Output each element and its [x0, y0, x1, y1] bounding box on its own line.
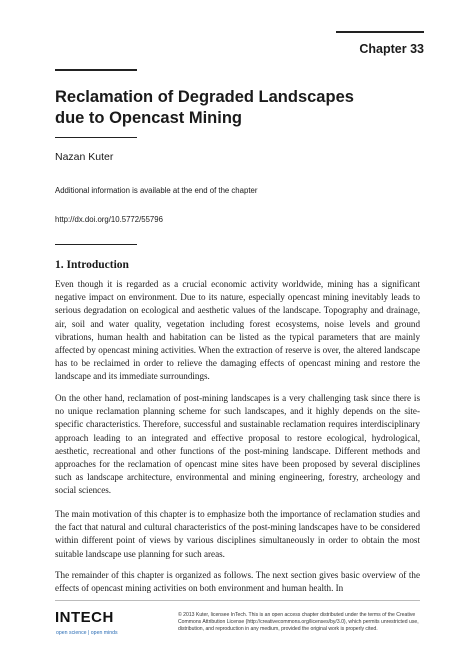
chapter-title — [55, 87, 435, 129]
license-notice — [178, 612, 423, 634]
section-heading: 1. Introduction — [55, 259, 129, 271]
additional-info: Additional information is available at the end of the chapter — [55, 186, 258, 195]
logo-tagline: open science | open minds — [56, 630, 118, 636]
title-rule-bottom — [55, 137, 137, 138]
footer-rule — [55, 600, 420, 601]
license-line: Commons Attribution License (http://creativecommons.org/licenses/by/3.0), which permits unrestricted use, — [178, 619, 419, 626]
header-rule — [336, 31, 424, 33]
doi-link[interactable]: http://dx.doi.org/10.5772/55796 — [55, 215, 163, 224]
intech-logo: INTECH — [55, 609, 114, 626]
meta-rule — [55, 244, 137, 245]
author-name: Nazan Kuter — [55, 151, 114, 163]
chapter-title-line: Reclamation of Degraded Landscapes — [55, 88, 354, 106]
title-rule-top — [55, 69, 137, 71]
body-paragraph: The remainder of this chapter is organized as follows. The next section gives basic overview of the effects of opencast mining activities on both environment and human health. In — [55, 570, 420, 594]
license-line: distribution, and reproduction in any medium, provided the original work is properly cited. — [178, 626, 378, 633]
license-line: © 2013 Kuter, licensee InTech. This is an open access chapter distributed under the terms of the Creative — [178, 612, 416, 618]
chapter-title-line: due to Opencast Mining — [55, 109, 243, 127]
body-paragraph: On the other hand, reclamation of post-mining landscapes is a very challenging task since there is no unique reclamation planning scheme for such landscapes, and it highly depends on the site-specific characteristics. Therefore, successful and sustainable reclamation requires interdisciplinary approach leading to an integrated and effective proposal to restore ecological, hydrological, aesthetic, recreational and other functions of the post-mining landscape. Different methods and approaches for the reclamation of opencast mine sites have been proposed by several disciplines such as landscape architecture, environmental and mining engineering, forestry, archeology and social sciences. — [55, 393, 420, 496]
body-paragraph: The main motivation of this chapter is to emphasize both the importance of reclamation studies and the fact that natural and cultural characteristics of the post-mining landscapes have to be considered within different point of views by various disciplines simultaneously in order to obtain the most suitable landscape use planning for such areas. — [55, 509, 420, 559]
body-paragraph: Even though it is regarded as a crucial economic activity worldwide, mining has a significant negative impact on environment. Due to its nature, especially opencast mining inevitably leads to serious degradation on ecological and aesthetic values of the landscape. Topography and drainage, air, soil and water quality, vegetation including forest ecosystems, noise levels and ground vibrations, human health and habitation can be listed as the typical parameters that are mainly affected by opencast mining activities. When the extraction of reserve is over, the altered landscape has to be reclaimed in order to relieve the damaging effects of opencast mining and restore the landscape and its immediate surroundings. — [55, 279, 420, 382]
chapter-label: Chapter 33 — [359, 42, 424, 56]
